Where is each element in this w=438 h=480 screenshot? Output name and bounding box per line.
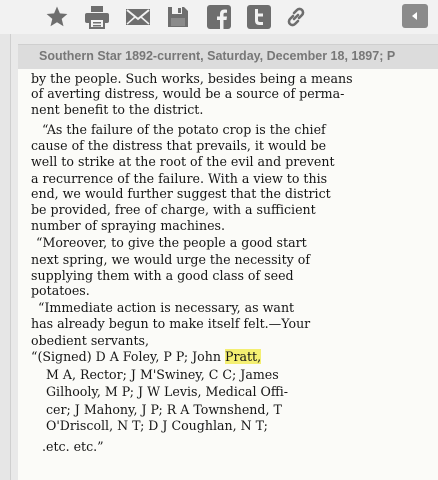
twitter-icon[interactable] bbox=[246, 4, 272, 30]
article-line: “Moreover, to give the people a good start bbox=[36, 235, 307, 250]
toolbar bbox=[0, 0, 438, 34]
signed-text: “(Signed) D A Foley, P P; John bbox=[31, 349, 225, 364]
article-line: .etc. etc.” bbox=[42, 439, 104, 454]
collapse-button[interactable] bbox=[402, 4, 428, 28]
article-line: cer; J Mahony, J P; R A Townshend, T bbox=[46, 402, 282, 417]
article-line: a recurrence of the failure. With a view to this bbox=[31, 171, 328, 186]
article-line: well to strike at the root of the evil and prevent bbox=[31, 154, 335, 169]
article-line: nent benefit to the district. bbox=[31, 102, 204, 117]
print-icon[interactable] bbox=[84, 4, 110, 30]
star-icon[interactable] bbox=[44, 4, 70, 30]
article-line: has already begun to make itself felt.—Your bbox=[31, 316, 311, 331]
article-line: number of spraying machines. bbox=[31, 218, 225, 233]
save-icon[interactable] bbox=[165, 4, 191, 30]
article-line: M A, Rector; J M'Swiney, C C; James bbox=[46, 367, 279, 382]
citation-header bbox=[18, 44, 438, 70]
side-rail bbox=[0, 34, 11, 480]
article-line: Gilhooly, M P; J W Levis, Medical Offi- bbox=[46, 384, 289, 399]
article-line: end, we would further suggest that the district bbox=[31, 186, 331, 201]
link-icon[interactable] bbox=[283, 4, 309, 30]
article-line: “As the failure of the potato crop is the chief bbox=[42, 122, 326, 137]
newspaper-clipping bbox=[18, 69, 438, 480]
search-highlight: Pratt, bbox=[224, 349, 262, 364]
chevron-left-icon bbox=[410, 11, 420, 21]
article-line: supplying them with a good class of seed bbox=[31, 268, 294, 283]
article-line: “Immediate action is necessary, as want bbox=[38, 300, 295, 315]
article-line: next spring, we would urge the necessity of bbox=[31, 252, 311, 267]
facebook-icon[interactable] bbox=[206, 4, 232, 30]
article-line: cause of the distress that prevails, it would be bbox=[31, 138, 327, 153]
article-line: potatoes. bbox=[31, 283, 90, 298]
article-line-signed bbox=[31, 347, 261, 366]
citation-title: Southern Star 1892-current, Saturday, December 18, 1897; P bbox=[39, 49, 396, 63]
article-line: obedient servants, bbox=[31, 333, 150, 348]
article-line: be provided, free of charge, with a sufficient bbox=[31, 202, 316, 217]
article-line: of averting distress, would be a source of perma- bbox=[31, 86, 345, 101]
mail-icon[interactable] bbox=[125, 4, 151, 30]
article-line: by the people. Such works, besides being a means bbox=[31, 71, 353, 86]
article-line: O'Driscoll, N T; D J Coughlan, N T; bbox=[46, 418, 268, 433]
